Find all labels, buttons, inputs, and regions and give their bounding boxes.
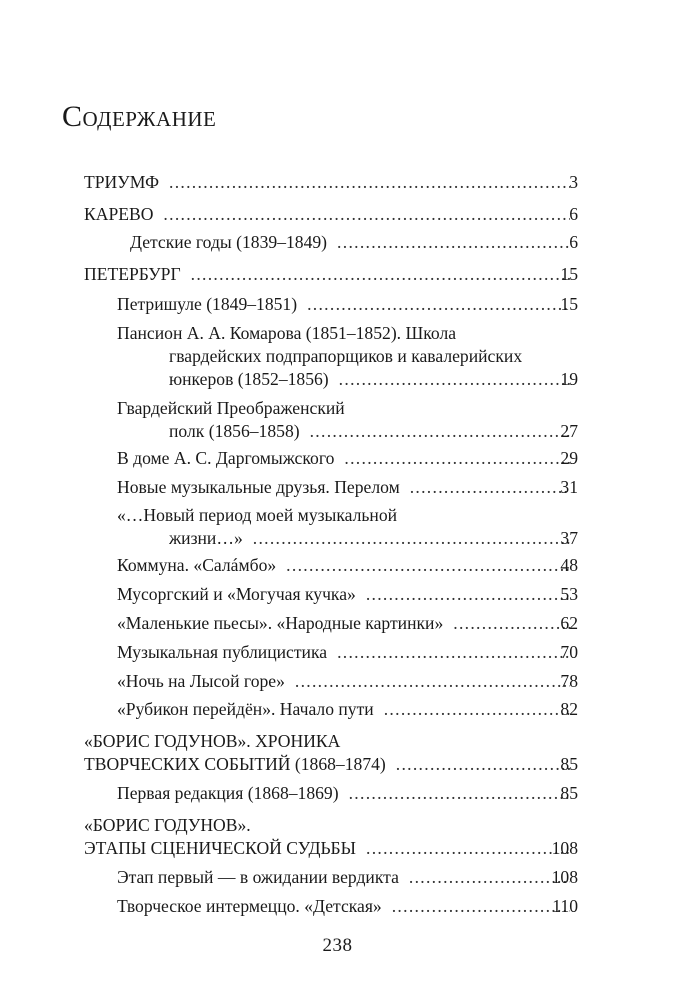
toc-entry-line — [117, 553, 570, 577]
toc-dot-leader — [181, 262, 570, 286]
toc-entry-title: Первая редакция (1868–1869) — [117, 783, 339, 803]
toc-entry-title: Этап первый — в ожидании вердикта — [117, 867, 399, 887]
toc-entry-line: «БОРИС ГОДУНОВ». — [84, 815, 251, 835]
toc-dot-leader — [374, 697, 570, 721]
toc-page-number: 31 — [560, 477, 578, 497]
toc-entry-title: ПЕТЕРБУРГ — [84, 264, 181, 284]
toc-entry-title: полк (1856–1858) — [169, 421, 300, 441]
toc-entry-title: Коммуна. «Салáмбо» — [117, 555, 277, 575]
toc-dot-leader — [356, 582, 570, 606]
toc-dot-leader — [443, 611, 570, 635]
toc-page-number: 3 — [569, 172, 578, 192]
toc-entry-title: В доме А. С. Даргомыжского — [117, 448, 335, 468]
toc-page-number: 27 — [560, 421, 578, 441]
toc-entry-line — [84, 170, 570, 194]
toc-dot-leader — [329, 367, 570, 391]
toc-page-number: 6 — [569, 232, 578, 252]
toc-page-number: 82 — [560, 699, 578, 719]
toc-entry-title: «Рубикон перейдён». Начало пути — [117, 699, 374, 719]
toc-entry-line — [117, 292, 570, 316]
toc-dot-leader — [386, 752, 570, 776]
toc-entry-title: Мусоргский и «Могучая кучка» — [117, 584, 356, 604]
toc-entry-line — [117, 894, 570, 918]
toc-entry-line: гвардейских подпрапорщиков и кавалерийских — [169, 346, 523, 366]
page-number: 238 — [322, 935, 353, 956]
toc-entry-title: КАРЕВО — [84, 204, 154, 224]
toc-entry-title: юнкеров (1852–1856) — [169, 369, 329, 389]
toc-entry-line — [84, 262, 570, 286]
toc-page-number: 85 — [560, 754, 578, 774]
toc-entry-line: «БОРИС ГОДУНОВ». ХРОНИКА — [84, 731, 341, 751]
toc-entry-line — [117, 865, 570, 889]
toc-entry-line — [130, 230, 570, 254]
toc-page-number: 70 — [560, 642, 578, 662]
page-title: Содержание — [62, 100, 217, 133]
toc-entry-title: Новые музыкальные друзья. Перелом — [117, 477, 400, 497]
toc-entry-title: «Ночь на Лысой горе» — [117, 671, 285, 691]
toc-dot-leader — [243, 526, 570, 550]
toc-entry-title: Музыкальная публицистика — [117, 642, 328, 662]
toc-dot-leader — [285, 669, 570, 693]
toc-entry-line: Гвардейский Преображенский — [117, 398, 345, 418]
toc-entry-title: Детские годы (1839–1849) — [130, 232, 328, 252]
toc-entry-line — [84, 202, 570, 226]
toc-page-number: 53 — [560, 584, 578, 604]
toc-entry-title: ЭТАПЫ СЦЕНИЧЕСКОЙ СУДЬБЫ — [84, 838, 356, 858]
toc-entry-line — [84, 752, 570, 776]
toc-dot-leader — [297, 292, 570, 316]
toc-dot-leader — [399, 865, 570, 889]
toc-entry-line — [117, 697, 570, 721]
toc-entry-line — [117, 446, 570, 470]
toc-dot-leader — [300, 419, 570, 443]
toc-entry-line: «…Новый период моей музыкальной — [117, 505, 398, 525]
toc-entry-title: жизни…» — [169, 528, 243, 548]
toc-page-number: 48 — [560, 555, 578, 575]
toc-entry-line — [117, 475, 570, 499]
toc-entry-title: ТРИУМФ — [84, 172, 160, 192]
toc-entry-title: Творческое интермеццо. «Детская» — [117, 896, 382, 916]
toc-page-number: 29 — [560, 448, 578, 468]
toc-page-number: 108 — [551, 867, 578, 887]
toc-page-number: 78 — [560, 671, 578, 691]
toc-entry-line — [117, 781, 570, 805]
toc-entry-line — [169, 526, 570, 550]
toc-entry-line — [117, 669, 570, 693]
toc-entry-line — [169, 419, 570, 443]
toc-page-number: 15 — [560, 264, 578, 284]
toc-page-number: 62 — [560, 613, 578, 633]
toc-entry-title: ТВОРЧЕСКИХ СОБЫТИЙ (1868–1874) — [84, 754, 386, 774]
toc-page-number: 6 — [569, 204, 578, 224]
toc-entry-line: Пансион А. А. Комарова (1851–1852). Школа — [117, 323, 457, 343]
toc-dot-leader — [400, 475, 570, 499]
toc-entry-line — [117, 640, 570, 664]
toc-page-number: 15 — [560, 294, 578, 314]
toc-dot-leader — [356, 836, 570, 860]
toc-dot-leader — [327, 230, 570, 254]
toc-dot-leader — [334, 446, 570, 470]
toc-page-number: 108 — [551, 838, 578, 858]
toc-page-number: 85 — [560, 783, 578, 803]
toc-entry-line — [84, 836, 570, 860]
toc-page-number: 110 — [552, 896, 578, 916]
toc-dot-leader — [339, 781, 570, 805]
toc-page-number: 19 — [560, 369, 578, 389]
toc-dot-leader — [382, 894, 570, 918]
toc-page-number: 37 — [560, 528, 578, 548]
toc-dot-leader — [276, 553, 570, 577]
toc-entry-title: «Маленькие пьесы». «Народные картинки» — [117, 613, 444, 633]
toc-dot-leader — [327, 640, 570, 664]
toc-entry-line — [117, 611, 570, 635]
toc-entry-title: Петришуле (1849–1851) — [117, 294, 298, 314]
toc-dot-leader — [159, 170, 570, 194]
toc-entry-line — [169, 367, 570, 391]
toc-dot-leader — [153, 202, 570, 226]
toc-entry-line — [117, 582, 570, 606]
